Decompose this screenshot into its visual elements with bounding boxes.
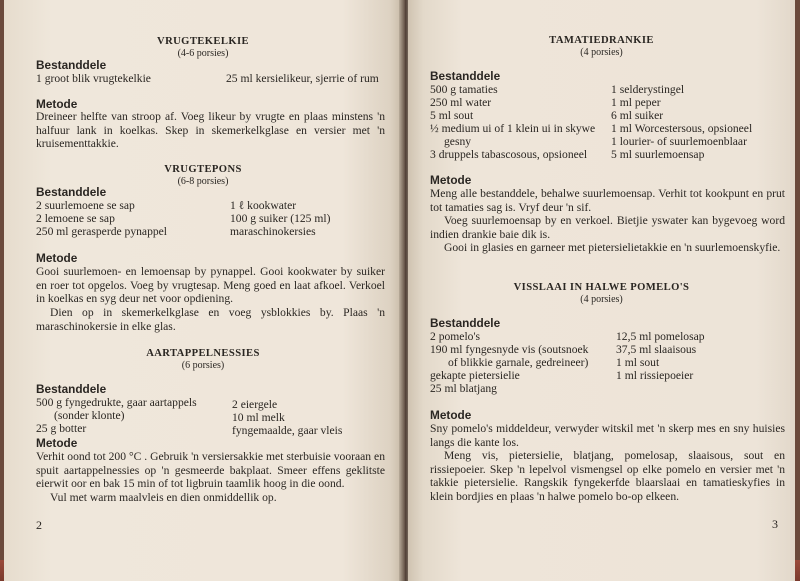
ingredient: 25 ml blatjang — [430, 382, 497, 395]
recipe-title-visslaai: VISSLAAI IN HALWE POMELO'S — [513, 282, 690, 293]
method-heading: Metode — [430, 408, 472, 422]
left-page — [4, 0, 402, 581]
ingredient: 5 ml suurlemoensap — [611, 148, 705, 161]
ingredient: 10 ml melk — [232, 411, 285, 424]
recipe-servings: (4-6 porsies) — [177, 48, 229, 59]
ingredient: 6 ml suiker — [611, 109, 664, 122]
ingredient: 12,5 ml pomelosap — [616, 330, 705, 343]
method-paragraph: Meng alle bestanddele, behalwe suurlemoensap. Verhit tot kookpunt en prut tot tamaties sag is. Vryf deur 'n sif. — [430, 187, 785, 214]
ingredient: fyngemaalde, gaar vleis — [232, 424, 343, 437]
method-heading: Metode — [430, 173, 472, 187]
ingredients-heading: Bestanddele — [430, 316, 501, 330]
ingredient: 190 ml fyngesnyde vis (soutsnoek — [430, 343, 589, 356]
right-page — [408, 0, 795, 581]
recipe-title-aartappelnessies: AARTAPPELNESSIES — [146, 348, 260, 359]
ingredient: 500 g fyngedrukte, gaar aartappels — [36, 396, 197, 409]
recipe-title-vrugtekelkie: VRUGTEKELKIE — [157, 36, 249, 47]
method-paragraph: Dien op in skemerkelkglase en voeg ysblokkies by. Plaas 'n maraschinokersie in elke glas. — [36, 306, 385, 333]
ingredient: 1 groot blik vrugtekelkie — [36, 72, 151, 85]
ingredient: 1 ml Worcestersous, opsioneel — [611, 122, 753, 135]
ingredient: 250 ml water — [430, 96, 492, 109]
ingredient: 1 ml sout — [616, 356, 660, 369]
method-paragraph: Gooi in glasies en garneer met pietersielietakkie en 'n suurlemoenskyfie. — [444, 241, 781, 254]
ingredient: 3 druppels tabascosous, opsioneel — [430, 148, 588, 161]
recipe-servings: (6 porsies) — [181, 360, 225, 371]
ingredient: 2 eiergele — [232, 398, 278, 411]
method-paragraph: Verhit oond tot 200 °C . Gebruik 'n versiersakkie met sterbuisie vooraan en spuit aartappelnessies op 'n gesmeerde bakplaat. Smeer effens geklitste eierwit oor en bak 15 min of tot ligbruin taamlik hoog in die oond. — [36, 450, 385, 491]
ingredient: 37,5 ml slaaisous — [616, 343, 697, 356]
ingredients-heading: Bestanddele — [36, 185, 107, 199]
method-paragraph: Vul met warm maalvleis en dien onmiddellik op. — [50, 491, 277, 504]
method-paragraph: Voeg suurlemoensap by en verkoel. Bietjie yswater kan bygevoeg word indien drankie baie dik is. — [430, 214, 785, 241]
ingredient: maraschinokersies — [230, 225, 316, 238]
method-heading: Metode — [36, 436, 78, 450]
ingredient: 100 g suiker (125 ml) — [230, 212, 331, 225]
ingredient: gekapte pietersielie — [430, 369, 520, 382]
recipe-title-vrugtepons: VRUGTEPONS — [164, 164, 242, 175]
method-paragraph: Gooi suurlemoen- en lemoensap by pynappel. Gooi kookwater by suiker en roer tot opgelos. Voeg by vrugtesap. Meng goed en laat afkoel. Verkoel in koelkas en syg deur net voor opdiening. — [36, 265, 385, 306]
ingredient: 2 lemoene se sap — [36, 212, 115, 225]
ingredient: 1 ml peper — [611, 96, 661, 109]
ingredient: 25 g botter — [36, 422, 87, 435]
method-paragraph: Sny pomelo's middeldeur, verwyder witskil met 'n skerp mes en sny huisies langs die kante los. — [430, 422, 785, 449]
ingredient: 250 ml gerasperde pynappel — [36, 225, 168, 238]
ingredient: (sonder klonte) — [54, 409, 125, 422]
page-number: 3 — [772, 517, 778, 531]
page-number: 2 — [36, 518, 42, 532]
ingredients-heading: Bestanddele — [36, 382, 107, 396]
method-heading: Metode — [36, 251, 78, 265]
ingredient: of blikkie garnale, gedreineer) — [448, 356, 589, 369]
ingredient: 1 selderystingel — [611, 83, 685, 96]
ingredient: 1 lourier- of suurlemoenblaar — [611, 135, 747, 148]
ingredient: 500 g tamaties — [430, 83, 498, 96]
ingredient: 1 ℓ kookwater — [230, 199, 297, 212]
recipe-servings: (4 porsies) — [580, 294, 623, 305]
method-heading: Metode — [36, 97, 78, 111]
recipe-title-tamatiedrankie: TAMATIEDRANKIE — [549, 35, 654, 46]
ingredient: gesny — [444, 135, 472, 148]
recipe-servings: (4 porsies) — [580, 47, 623, 58]
recipe-servings: (6-8 porsies) — [177, 176, 229, 187]
ingredient: 2 suurlemoene se sap — [36, 199, 135, 212]
ingredients-heading: Bestanddele — [36, 58, 107, 72]
ingredient: 2 pomelo's — [430, 330, 481, 343]
method-paragraph: Dreineer helfte van stroop af. Voeg likeur by vrugte en plaas minstens 'n halfuur lank in koelkas. Skep in skemerkelkglase en versier met 'n kruisementtakkie. — [36, 110, 385, 151]
ingredient: 1 ml rissiepoeier — [616, 369, 694, 382]
ingredient: ½ medium ui of 1 klein ui in skywe — [430, 122, 596, 135]
ingredients-heading: Bestanddele — [430, 69, 501, 83]
ingredient: 25 ml kersielikeur, sjerrie of rum — [226, 72, 379, 85]
method-paragraph: Meng vis, pietersielie, blatjang, pomelosap, slaaisous, sout en rissiepoeier. Skep 'n lepelvol vismengsel op elke pomelo en versier met 'n takkie pietersielie. Rangskik fyngekerfde blaarslaai en tamatieskyfies in klein bordjies en plaas 'n halwe pomelo bo-op elkeen. — [430, 449, 785, 503]
ingredient: 5 ml sout — [430, 109, 474, 122]
